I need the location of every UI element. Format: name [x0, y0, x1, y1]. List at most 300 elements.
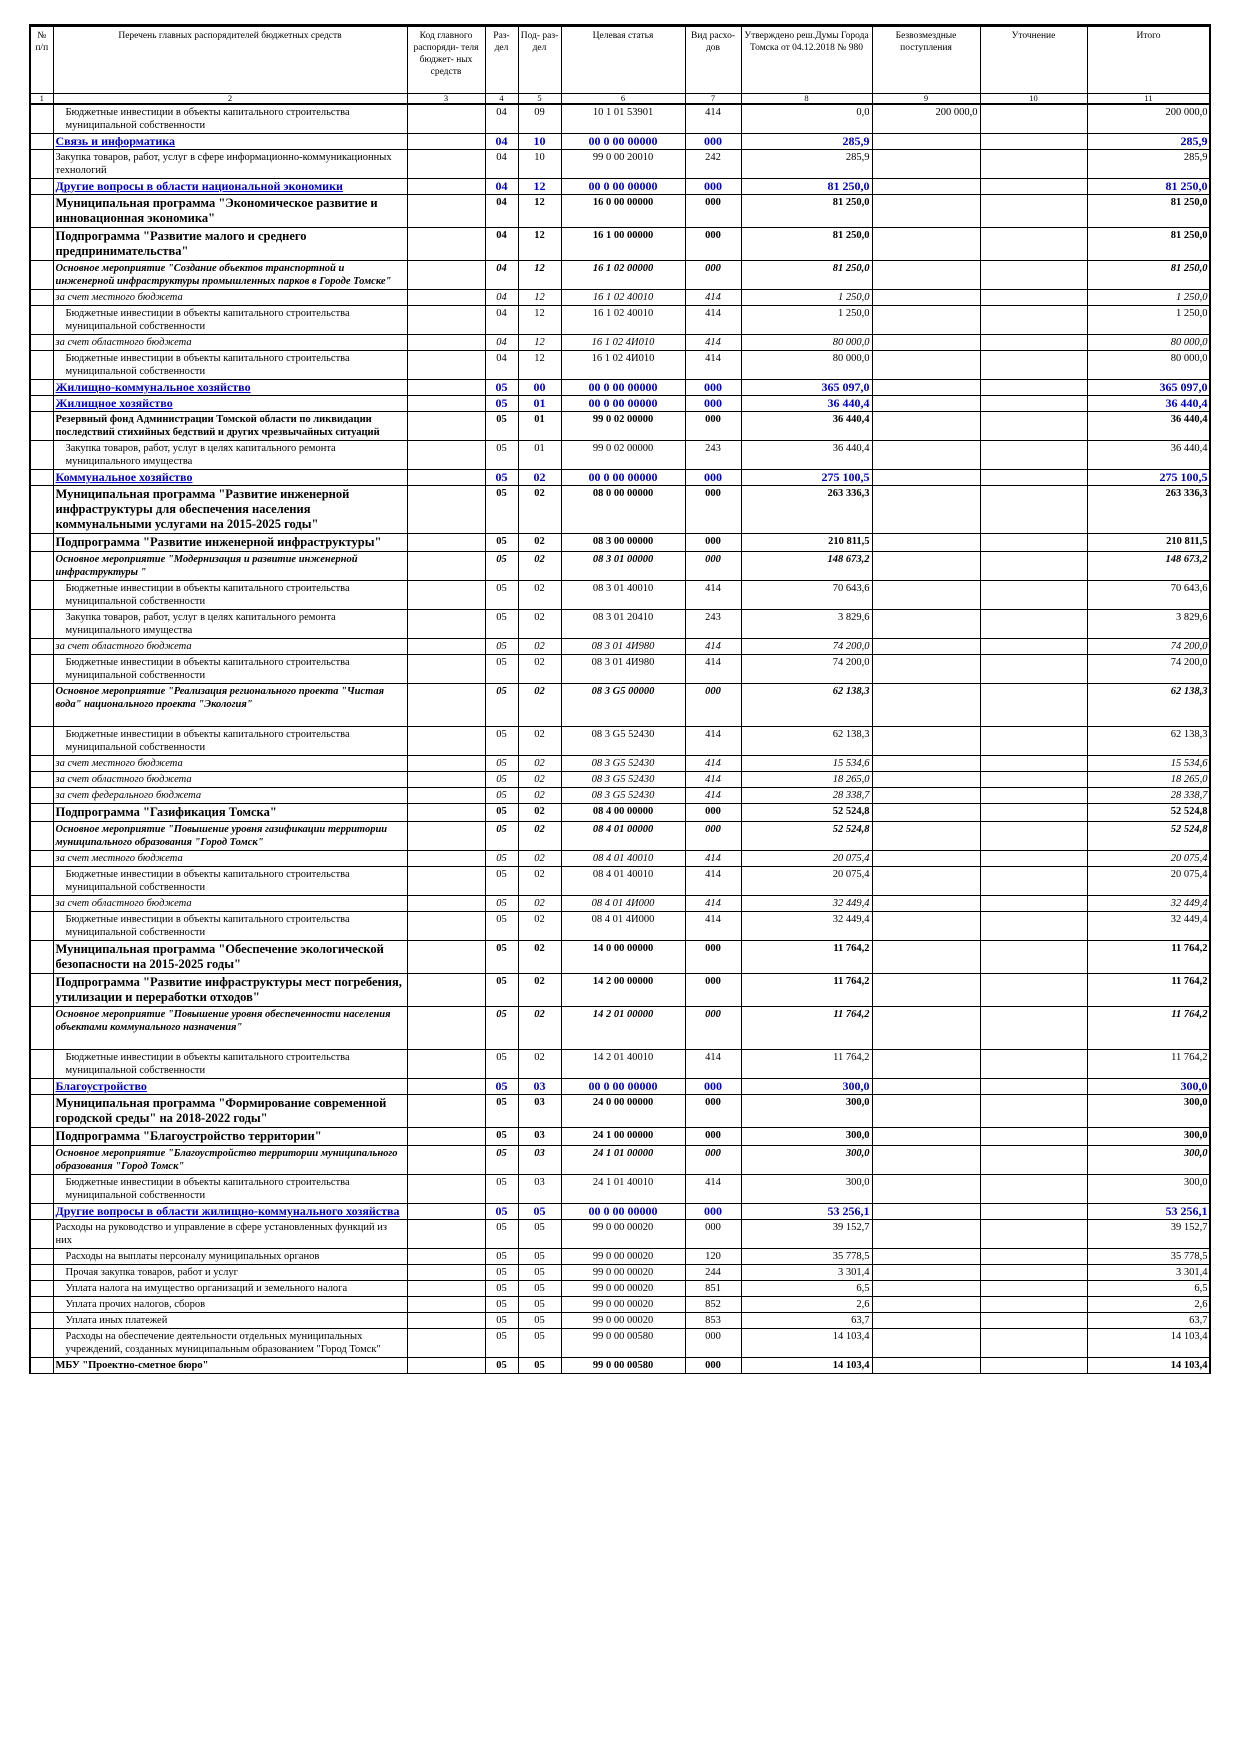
cell-razdel: 04	[485, 351, 518, 380]
col-index-1: 1	[30, 94, 53, 105]
cell-approved: 81 250,0	[741, 261, 872, 290]
cell-name: Расходы на руководство и управление в сфере установленных функций из них	[53, 1220, 407, 1249]
cell-num	[30, 351, 53, 380]
cell-approved: 285,9	[741, 134, 872, 150]
table-row	[30, 441, 1210, 470]
cell-approved: 36 440,4	[741, 412, 872, 441]
cell-podrazdel: 12	[518, 261, 561, 290]
table-row	[30, 552, 1210, 581]
cell-approved: 148 673,2	[741, 552, 872, 581]
cell-podrazdel: 05	[518, 1358, 561, 1374]
cell-num	[30, 896, 53, 912]
cell-code	[407, 134, 485, 150]
cell-num	[30, 470, 53, 486]
cell-expense-type: 000	[685, 1204, 741, 1220]
cell-code	[407, 380, 485, 396]
header-code: Код главного распоряди- теля бюджет- ных средств	[407, 27, 485, 94]
cell-num	[30, 1146, 53, 1175]
cell-total: 70 643,6	[1087, 581, 1210, 610]
cell-expense-type: 242	[685, 150, 741, 179]
table-row	[30, 1146, 1210, 1175]
cell-target-article: 16 1 02 4И010	[561, 335, 685, 351]
table-row	[30, 412, 1210, 441]
cell-razdel: 05	[485, 772, 518, 788]
col-index-6: 6	[561, 94, 685, 105]
cell-target-article: 24 1 00 00000	[561, 1128, 685, 1146]
cell-target-article: 16 1 02 00000	[561, 261, 685, 290]
cell-approved: 20 075,4	[741, 851, 872, 867]
cell-expense-type: 120	[685, 1249, 741, 1265]
cell-grants	[872, 1079, 980, 1095]
cell-name: Прочая закупка товаров, работ и услуг	[53, 1265, 407, 1281]
cell-num	[30, 1079, 53, 1095]
table-row	[30, 639, 1210, 655]
cell-podrazdel: 05	[518, 1281, 561, 1297]
table-row	[30, 1079, 1210, 1095]
cell-num	[30, 655, 53, 684]
cell-expense-type: 414	[685, 104, 741, 134]
cell-razdel: 05	[485, 941, 518, 974]
cell-num	[30, 1050, 53, 1079]
cell-target-article: 00 0 00 00000	[561, 380, 685, 396]
cell-approved: 32 449,4	[741, 912, 872, 941]
cell-code	[407, 756, 485, 772]
table-row	[30, 772, 1210, 788]
cell-expense-type: 414	[685, 727, 741, 756]
cell-total: 2,6	[1087, 1297, 1210, 1313]
cell-total: 300,0	[1087, 1175, 1210, 1204]
cell-expense-type: 000	[685, 822, 741, 851]
cell-target-article: 14 2 01 00000	[561, 1007, 685, 1050]
col-index-10: 10	[980, 94, 1087, 105]
col-index-3: 3	[407, 94, 485, 105]
cell-name: Бюджетные инвестиции в объекты капитального строительства муниципальной собственности	[53, 727, 407, 756]
cell-podrazdel: 05	[518, 1204, 561, 1220]
cell-razdel: 05	[485, 1007, 518, 1050]
header-approved: Утверждено реш.Думы Города Томска от 04.12.2018 № 980	[741, 27, 872, 94]
cell-expense-type: 244	[685, 1265, 741, 1281]
cell-num	[30, 1095, 53, 1128]
cell-grants	[872, 639, 980, 655]
cell-target-article: 08 4 01 40010	[561, 851, 685, 867]
cell-approved: 11 764,2	[741, 974, 872, 1007]
cell-podrazdel: 02	[518, 639, 561, 655]
table-row	[30, 1220, 1210, 1249]
cell-num	[30, 290, 53, 306]
cell-expense-type: 000	[685, 1220, 741, 1249]
cell-razdel: 05	[485, 552, 518, 581]
cell-podrazdel: 02	[518, 552, 561, 581]
cell-expense-type: 414	[685, 896, 741, 912]
cell-num	[30, 772, 53, 788]
cell-adjustment	[980, 1175, 1087, 1204]
cell-expense-type: 000	[685, 974, 741, 1007]
cell-target-article: 08 3 G5 52430	[561, 788, 685, 804]
cell-code	[407, 1095, 485, 1128]
table-row	[30, 335, 1210, 351]
cell-approved: 36 440,4	[741, 441, 872, 470]
cell-code	[407, 261, 485, 290]
col-index-2: 2	[53, 94, 407, 105]
cell-name: Жилищное хозяйство	[53, 396, 407, 412]
cell-expense-type: 000	[685, 684, 741, 727]
cell-total: 300,0	[1087, 1128, 1210, 1146]
cell-grants	[872, 772, 980, 788]
cell-num	[30, 134, 53, 150]
cell-expense-type: 414	[685, 655, 741, 684]
cell-approved: 275 100,5	[741, 470, 872, 486]
cell-approved: 365 097,0	[741, 380, 872, 396]
cell-name: Коммунальное хозяйство	[53, 470, 407, 486]
cell-target-article: 16 1 02 40010	[561, 306, 685, 335]
cell-total: 63,7	[1087, 1313, 1210, 1329]
cell-razdel: 05	[485, 441, 518, 470]
cell-target-article: 00 0 00 00000	[561, 1204, 685, 1220]
cell-grants	[872, 1050, 980, 1079]
cell-code	[407, 912, 485, 941]
cell-total: 74 200,0	[1087, 655, 1210, 684]
cell-podrazdel: 02	[518, 486, 561, 534]
cell-target-article: 99 0 00 00020	[561, 1297, 685, 1313]
header-expense-type: Вид расхо- дов	[685, 27, 741, 94]
cell-name: Бюджетные инвестиции в объекты капитального строительства муниципальной собственности	[53, 655, 407, 684]
cell-total: 80 000,0	[1087, 335, 1210, 351]
cell-name: Основное мероприятие "Создание объектов транспортной и инженерной инфраструктуры промышленных парков в Городе Томске"	[53, 261, 407, 290]
cell-name: Расходы на выплаты персоналу муниципальных органов	[53, 1249, 407, 1265]
cell-target-article: 24 1 01 00000	[561, 1146, 685, 1175]
cell-razdel: 05	[485, 470, 518, 486]
cell-grants	[872, 380, 980, 396]
cell-razdel: 04	[485, 195, 518, 228]
cell-name: Основное мероприятие "Повышение уровня обеспеченности населения объектами коммунального назначения"	[53, 1007, 407, 1050]
cell-adjustment	[980, 1281, 1087, 1297]
cell-podrazdel: 02	[518, 470, 561, 486]
cell-num	[30, 727, 53, 756]
table-row	[30, 896, 1210, 912]
cell-total: 35 778,5	[1087, 1249, 1210, 1265]
cell-grants	[872, 486, 980, 534]
cell-total: 1 250,0	[1087, 290, 1210, 306]
cell-target-article: 00 0 00 00000	[561, 134, 685, 150]
cell-approved: 70 643,6	[741, 581, 872, 610]
cell-name: за счет областного бюджета	[53, 335, 407, 351]
cell-razdel: 04	[485, 261, 518, 290]
cell-podrazdel: 03	[518, 1079, 561, 1095]
cell-razdel: 05	[485, 1265, 518, 1281]
cell-expense-type: 000	[685, 380, 741, 396]
cell-expense-type: 000	[685, 1079, 741, 1095]
cell-name: Благоустройство	[53, 1079, 407, 1095]
cell-expense-type: 000	[685, 134, 741, 150]
cell-approved: 81 250,0	[741, 195, 872, 228]
cell-name: за счет областного бюджета	[53, 639, 407, 655]
table-row	[30, 380, 1210, 396]
cell-approved: 300,0	[741, 1079, 872, 1095]
table-row	[30, 261, 1210, 290]
cell-target-article: 16 1 02 4И010	[561, 351, 685, 380]
cell-approved: 32 449,4	[741, 896, 872, 912]
cell-total: 285,9	[1087, 134, 1210, 150]
cell-podrazdel: 02	[518, 896, 561, 912]
cell-name: Бюджетные инвестиции в объекты капитального строительства муниципальной собственности	[53, 1050, 407, 1079]
cell-total: 81 250,0	[1087, 179, 1210, 195]
table-row	[30, 912, 1210, 941]
cell-num	[30, 534, 53, 552]
cell-total: 300,0	[1087, 1095, 1210, 1128]
cell-podrazdel: 05	[518, 1249, 561, 1265]
header-adjustment: Уточнение	[980, 27, 1087, 94]
cell-podrazdel: 02	[518, 684, 561, 727]
cell-total: 263 336,3	[1087, 486, 1210, 534]
cell-num	[30, 441, 53, 470]
header-grants: Безвозмездные поступления	[872, 27, 980, 94]
cell-grants	[872, 610, 980, 639]
cell-grants	[872, 1220, 980, 1249]
cell-name: за счет федерального бюджета	[53, 788, 407, 804]
cell-code	[407, 655, 485, 684]
cell-expense-type: 414	[685, 772, 741, 788]
table-row	[30, 134, 1210, 150]
cell-name: Бюджетные инвестиции в объекты капитального строительства муниципальной собственности	[53, 306, 407, 335]
cell-approved: 80 000,0	[741, 335, 872, 351]
cell-total: 81 250,0	[1087, 228, 1210, 261]
cell-podrazdel: 05	[518, 1265, 561, 1281]
cell-approved: 300,0	[741, 1175, 872, 1204]
column-index-row	[30, 94, 1210, 105]
cell-podrazdel: 12	[518, 228, 561, 261]
table-row	[30, 150, 1210, 179]
cell-adjustment	[980, 1358, 1087, 1374]
table-row	[30, 867, 1210, 896]
cell-approved: 52 524,8	[741, 822, 872, 851]
cell-expense-type: 000	[685, 1007, 741, 1050]
cell-adjustment	[980, 1313, 1087, 1329]
cell-code	[407, 1358, 485, 1374]
table-row	[30, 851, 1210, 867]
cell-num	[30, 1175, 53, 1204]
cell-grants	[872, 581, 980, 610]
cell-adjustment	[980, 351, 1087, 380]
cell-grants	[872, 756, 980, 772]
cell-name: Основное мероприятие "Благоустройство территории муниципального образования "Город Томск"	[53, 1146, 407, 1175]
cell-grants	[872, 974, 980, 1007]
cell-target-article: 08 4 01 4И000	[561, 912, 685, 941]
cell-code	[407, 851, 485, 867]
cell-total: 20 075,4	[1087, 867, 1210, 896]
cell-approved: 3 829,6	[741, 610, 872, 639]
cell-total: 148 673,2	[1087, 552, 1210, 581]
cell-target-article: 08 3 01 20410	[561, 610, 685, 639]
cell-num	[30, 306, 53, 335]
table-row	[30, 655, 1210, 684]
cell-target-article: 08 3 G5 00000	[561, 684, 685, 727]
cell-num	[30, 822, 53, 851]
cell-code	[407, 396, 485, 412]
cell-num	[30, 179, 53, 195]
cell-num	[30, 150, 53, 179]
cell-num	[30, 195, 53, 228]
cell-adjustment	[980, 335, 1087, 351]
cell-podrazdel: 02	[518, 534, 561, 552]
table-row	[30, 1358, 1210, 1374]
cell-code	[407, 1050, 485, 1079]
cell-total: 3 301,4	[1087, 1265, 1210, 1281]
cell-total: 1 250,0	[1087, 306, 1210, 335]
cell-target-article: 08 4 01 40010	[561, 867, 685, 896]
cell-adjustment	[980, 179, 1087, 195]
table-row	[30, 1265, 1210, 1281]
table-body	[30, 104, 1210, 1374]
cell-code	[407, 534, 485, 552]
table-row	[30, 306, 1210, 335]
cell-total: 210 811,5	[1087, 534, 1210, 552]
cell-adjustment	[980, 581, 1087, 610]
cell-name: Бюджетные инвестиции в объекты капитального строительства муниципальной собственности	[53, 867, 407, 896]
cell-razdel: 05	[485, 1358, 518, 1374]
cell-code	[407, 335, 485, 351]
cell-code	[407, 639, 485, 655]
cell-code	[407, 581, 485, 610]
cell-podrazdel: 05	[518, 1220, 561, 1249]
cell-adjustment	[980, 610, 1087, 639]
cell-grants	[872, 1358, 980, 1374]
cell-grants	[872, 1281, 980, 1297]
cell-approved: 74 200,0	[741, 639, 872, 655]
cell-total: 81 250,0	[1087, 195, 1210, 228]
cell-grants	[872, 804, 980, 822]
cell-target-article: 99 0 00 00020	[561, 1220, 685, 1249]
cell-target-article: 99 0 00 20010	[561, 150, 685, 179]
cell-total: 80 000,0	[1087, 351, 1210, 380]
cell-grants	[872, 335, 980, 351]
cell-grants	[872, 396, 980, 412]
table-row	[30, 804, 1210, 822]
cell-num	[30, 1329, 53, 1358]
cell-razdel: 05	[485, 727, 518, 756]
cell-approved: 62 138,3	[741, 684, 872, 727]
cell-num	[30, 756, 53, 772]
table-row	[30, 1281, 1210, 1297]
cell-total: 52 524,8	[1087, 804, 1210, 822]
cell-target-article: 24 0 00 00000	[561, 1095, 685, 1128]
cell-name: за счет местного бюджета	[53, 756, 407, 772]
cell-name: Закупка товаров, работ, услуг в целях капитального ремонта муниципального имущества	[53, 610, 407, 639]
budget-table-container	[29, 24, 1211, 1374]
col-index-7: 7	[685, 94, 741, 105]
cell-adjustment	[980, 1146, 1087, 1175]
col-index-9: 9	[872, 94, 980, 105]
cell-total: 39 152,7	[1087, 1220, 1210, 1249]
cell-total: 14 103,4	[1087, 1358, 1210, 1374]
cell-code	[407, 1079, 485, 1095]
cell-total: 300,0	[1087, 1146, 1210, 1175]
cell-code	[407, 1007, 485, 1050]
cell-grants	[872, 1007, 980, 1050]
cell-expense-type: 414	[685, 788, 741, 804]
cell-target-article: 16 0 00 00000	[561, 195, 685, 228]
cell-approved: 28 338,7	[741, 788, 872, 804]
cell-expense-type: 414	[685, 581, 741, 610]
cell-code	[407, 290, 485, 306]
cell-target-article: 08 4 01 4И000	[561, 896, 685, 912]
cell-razdel: 05	[485, 1220, 518, 1249]
cell-podrazdel: 02	[518, 1007, 561, 1050]
cell-razdel: 05	[485, 912, 518, 941]
cell-num	[30, 1204, 53, 1220]
cell-approved: 15 534,6	[741, 756, 872, 772]
cell-expense-type: 414	[685, 1050, 741, 1079]
cell-razdel: 05	[485, 1095, 518, 1128]
cell-expense-type: 000	[685, 396, 741, 412]
cell-podrazdel: 02	[518, 727, 561, 756]
table-row	[30, 179, 1210, 195]
cell-num	[30, 610, 53, 639]
cell-num	[30, 412, 53, 441]
cell-razdel: 05	[485, 1050, 518, 1079]
cell-grants	[872, 195, 980, 228]
table-row	[30, 195, 1210, 228]
cell-name: за счет областного бюджета	[53, 896, 407, 912]
col-index-8: 8	[741, 94, 872, 105]
cell-num	[30, 1313, 53, 1329]
cell-approved: 210 811,5	[741, 534, 872, 552]
cell-expense-type: 414	[685, 351, 741, 380]
cell-grants	[872, 351, 980, 380]
cell-code	[407, 412, 485, 441]
cell-code	[407, 1249, 485, 1265]
cell-grants	[872, 552, 980, 581]
cell-code	[407, 941, 485, 974]
table-row	[30, 351, 1210, 380]
cell-razdel: 05	[485, 974, 518, 1007]
cell-expense-type: 414	[685, 867, 741, 896]
cell-adjustment	[980, 1079, 1087, 1095]
cell-target-article: 99 0 00 00020	[561, 1265, 685, 1281]
table-row	[30, 1204, 1210, 1220]
cell-code	[407, 896, 485, 912]
cell-code	[407, 1204, 485, 1220]
cell-grants	[872, 684, 980, 727]
cell-approved: 14 103,4	[741, 1329, 872, 1358]
table-row	[30, 581, 1210, 610]
cell-code	[407, 470, 485, 486]
cell-adjustment	[980, 1265, 1087, 1281]
table-row	[30, 290, 1210, 306]
cell-razdel: 05	[485, 639, 518, 655]
cell-razdel: 05	[485, 486, 518, 534]
cell-target-article: 99 0 00 00580	[561, 1329, 685, 1358]
cell-target-article: 16 1 00 00000	[561, 228, 685, 261]
cell-expense-type: 853	[685, 1313, 741, 1329]
cell-expense-type: 414	[685, 756, 741, 772]
cell-grants	[872, 912, 980, 941]
cell-total: 62 138,3	[1087, 684, 1210, 727]
table-row	[30, 788, 1210, 804]
cell-target-article: 00 0 00 00000	[561, 1079, 685, 1095]
cell-expense-type: 000	[685, 412, 741, 441]
table-row	[30, 228, 1210, 261]
cell-target-article: 08 3 01 4И980	[561, 639, 685, 655]
cell-target-article: 08 3 01 00000	[561, 552, 685, 581]
cell-target-article: 00 0 00 00000	[561, 179, 685, 195]
cell-adjustment	[980, 804, 1087, 822]
cell-adjustment	[980, 1007, 1087, 1050]
cell-adjustment	[980, 1249, 1087, 1265]
cell-name: за счет местного бюджета	[53, 290, 407, 306]
cell-total: 36 440,4	[1087, 396, 1210, 412]
header-num: № п/п	[30, 27, 53, 94]
cell-razdel: 04	[485, 228, 518, 261]
